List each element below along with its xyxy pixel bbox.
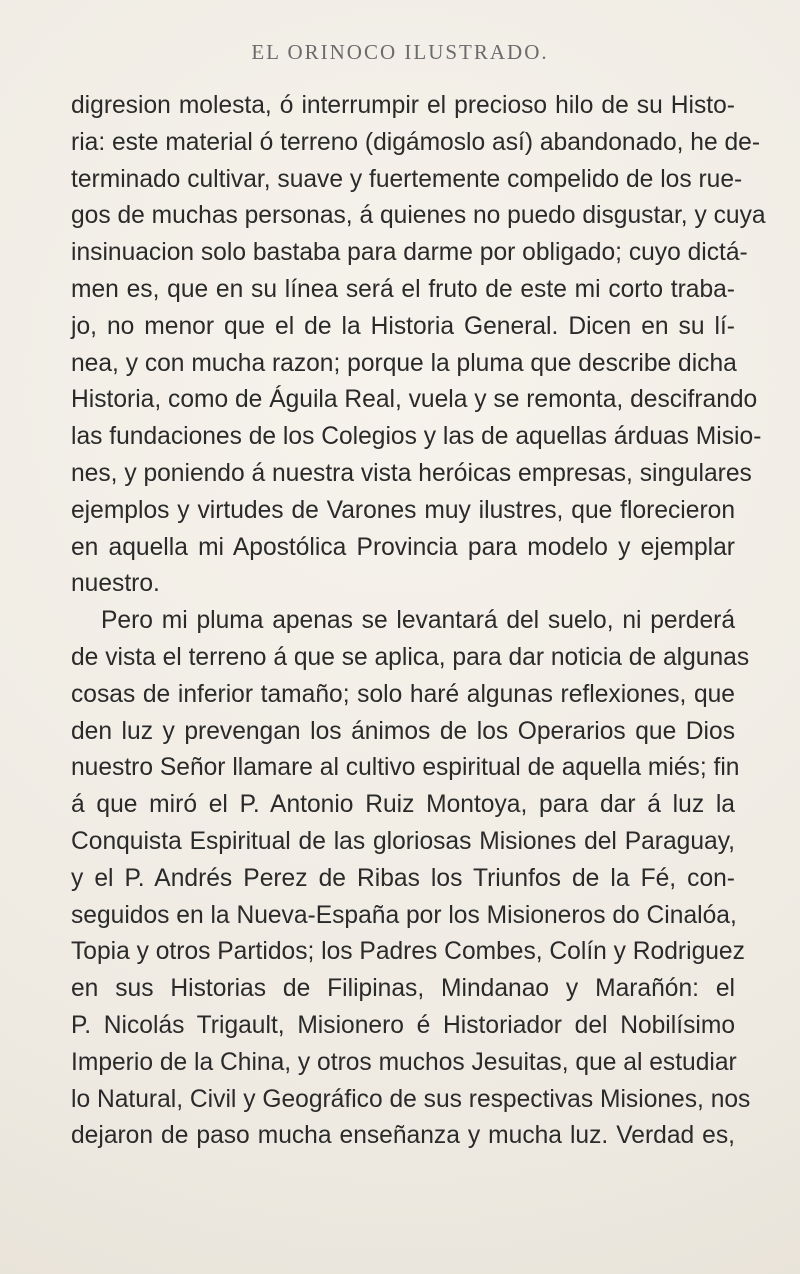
text-line: de vista el terreno á que se aplica, para dar noticia de algunas	[71, 643, 750, 671]
text-line: en sus Historias de Filipinas, Mindanao y Marañón: el	[71, 975, 735, 1003]
text-line: insinuacion solo bastaba para darme por obligado; cuyo dictá-	[71, 239, 748, 267]
text-line: nuestro.	[71, 570, 160, 598]
text-line: men es, que en su línea será el fruto de este mi corto traba-	[71, 275, 735, 303]
text-line: seguidos en la Nueva-España por los Misioneros do Cinalóa,	[71, 901, 737, 929]
text-line: á que miró el P. Antonio Ruiz Montoya, para dar á luz la	[71, 791, 735, 819]
text-line: nea, y con mucha razon; porque la pluma que describe dicha	[71, 349, 737, 377]
text-line: gos de muchas personas, á quienes no puedo disgustar, y cuya	[71, 202, 766, 230]
text-line: las fundaciones de los Colegios y las de aquellas árduas Misio-	[71, 423, 762, 451]
text-line: terminado cultivar, suave y fuertemente compelido de los rue-	[71, 165, 743, 193]
text-line: ejemplos y virtudes de Varones muy ilustres, que florecieron	[71, 496, 735, 524]
text-line: jo, no menor que el de la Historia General. Dicen en su lí-	[71, 312, 735, 340]
text-line: lo Natural, Civil y Geográfico de sus respectivas Misiones, nos	[71, 1085, 751, 1113]
text-line: P. Nicolás Trigault, Misionero é Historiador del Nobilísimo	[71, 1011, 735, 1039]
text-line: Topia y otros Partidos; los Padres Combes, Colín y Rodriguez	[71, 938, 745, 966]
body-text	[71, 88, 766, 1155]
text-line: den luz y prevengan los ánimos de los Operarios que Dios	[71, 717, 735, 745]
text-line: nes, y poniendo á nuestra vista heróicas empresas, singulares	[71, 459, 752, 487]
text-line: nuestro Señor llamare al cultivo espiritual de aquella miés; fin	[71, 754, 740, 782]
text-line: dejaron de paso mucha enseñanza y mucha luz. Verdad es,	[71, 1122, 735, 1150]
text-line: Historia, como de Águila Real, vuela y se remonta, descifrando	[71, 386, 758, 414]
text-line: ria: este material ó terreno (digámoslo así) abandonado, he de-	[71, 128, 761, 156]
running-head: EL ORINOCO ILUSTRADO.	[251, 40, 549, 64]
text-line: Imperio de la China, y otros muchos Jesuitas, que al estudiar	[71, 1048, 737, 1076]
text-line: y el P. Andrés Perez de Ribas los Triunfos de la Fé, con-	[71, 864, 735, 892]
text-line: Conquista Espiritual de las gloriosas Misiones del Paraguay,	[71, 827, 735, 855]
text-line: Pero mi pluma apenas se levantará del suelo, ni perderá	[101, 607, 735, 635]
text-line: en aquella mi Apostólica Provincia para modelo y ejemplar	[71, 533, 735, 561]
text-line: digresion molesta, ó interrumpir el precioso hilo de su Histo-	[71, 92, 735, 119]
text-line: cosas de inferior tamaño; solo haré algunas reflexiones, que	[71, 680, 735, 708]
